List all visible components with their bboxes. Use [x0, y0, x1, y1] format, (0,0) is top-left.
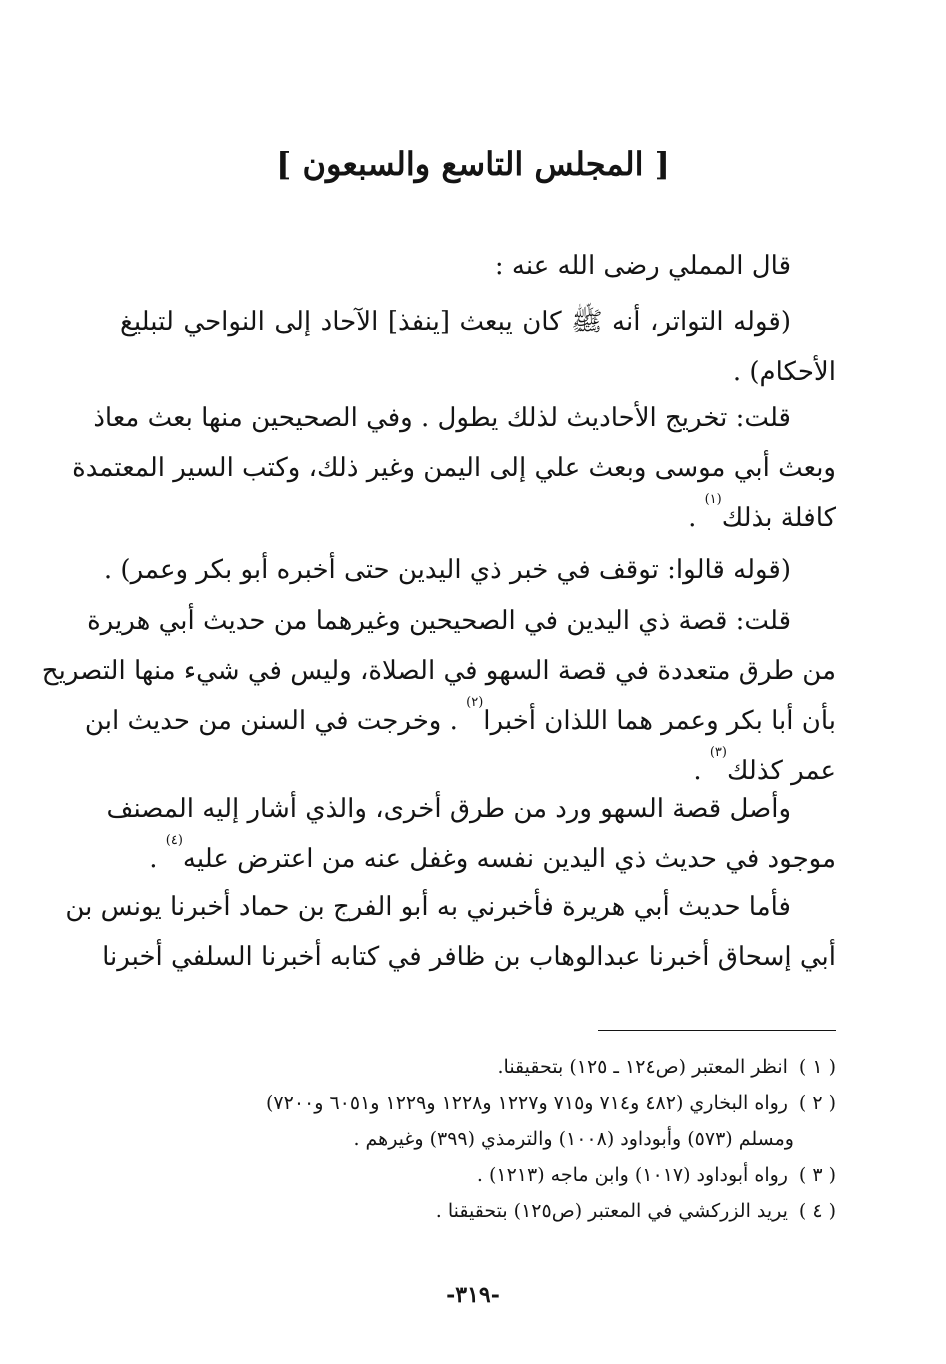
footnote-ref-2: (٢)	[466, 695, 484, 710]
text-line: قلت: تخريج الأحاديث لذلك يطول . وفي الصحيحين منها بعث معاذ	[93, 403, 791, 433]
footnote-text: يريد الزركشي في المعتبر (ص١٢٥) بتحقيقنا .	[435, 1200, 788, 1222]
text-line: قلت: قصة ذي اليدين في الصحيحين وغيرهما من حديث أبي هريرة	[87, 606, 791, 636]
paragraph-quote-1	[120, 297, 836, 397]
footnote-2-continued: ومسلم (٥٧٣) وأبوداود (١٠٠٨) والترمذي (٣٩٩) وغيرهم .	[353, 1128, 794, 1150]
footnotes	[120, 1049, 836, 1229]
text-line	[120, 493, 836, 543]
text-line: الأحكام) .	[732, 357, 836, 387]
text-line: وأصل قصة السهو ورد من طرق أخرى، والذي أشار إليه المصنف	[106, 794, 791, 824]
paragraph-intro	[120, 241, 836, 291]
footnote-ref-3: (٣)	[709, 745, 727, 760]
text-line: فأما حديث أبي هريرة فأخبرني به أبو الفرج بن حماد أخبرنا يونس بن	[65, 892, 791, 922]
footnote-4	[120, 1193, 836, 1229]
footnote-1	[120, 1049, 836, 1085]
text-line: قال المملي رضى الله عنه :	[494, 251, 791, 281]
text-segment: كافلة بذلك	[721, 503, 836, 533]
footnote-number: ( ٢ )	[798, 1092, 836, 1114]
footnote-text: رواه البخاري (٤٨٢ و٧١٤ و٧١٥ و١٢٢٧ و١٢٢٨ و١٢٢٩ و٦٠٥١ و٧٢٠٠)	[266, 1092, 788, 1114]
text-segment: موجود في حديث ذي اليدين نفسه وغفل عنه من اعترض عليه	[182, 844, 836, 874]
text-line: (قوله التواتر، أنه ﷺ كان يبعث [ينفذ] الآحاد إلى النواحي لتبليغ	[120, 307, 791, 337]
text-line	[120, 834, 836, 884]
footnote-3	[120, 1157, 836, 1193]
paragraph-commentary-2	[41, 596, 836, 796]
paragraph-quote-2	[103, 545, 836, 595]
text-line: وبعث أبي موسى وبعث علي إلى اليمن وغير ذلك، وكتب السير المعتمدة	[72, 453, 836, 483]
footnote-separator	[598, 1030, 836, 1031]
text-segment: بأن أبا بكر وعمر هما اللذان أخبرا	[483, 706, 836, 736]
footnote-ref-1: (١)	[704, 492, 722, 507]
footnote-number: ( ٤ )	[798, 1200, 836, 1222]
paragraph-commentary-3	[106, 784, 836, 884]
text-segment: عمر كذلك	[726, 756, 836, 786]
footnote-ref-4: (٤)	[165, 833, 183, 848]
text-line: من طرق متعددة في قصة السهو في الصلاة، وليس في شيء منها التصريح	[41, 656, 836, 686]
text-line: (قوله قالوا: توقف في خبر ذي اليدين حتى أخبره أبو بكر وعمر) .	[103, 555, 791, 585]
text-segment: . وخرجت في السنن من حديث ابن	[84, 706, 467, 736]
footnote-number: ( ٣ )	[798, 1164, 836, 1186]
paragraph-commentary-1	[72, 393, 836, 543]
footnote-text: رواه أبوداود (١٠١٧) وابن ماجه (١٢١٣) .	[476, 1164, 788, 1186]
footnote-text: انظر المعتبر (ص١٢٤ ـ ١٢٥) بتحقيقنا.	[497, 1056, 788, 1078]
footnote-number: ( ١ )	[798, 1056, 836, 1078]
text-line	[84, 695, 836, 746]
text-line: أبي إسحاق أخبرنا عبدالوهاب بن ظافر في كتابه أخبرنا السلفي أخبرنا	[102, 942, 836, 972]
text-segment: .	[693, 756, 710, 786]
footnote-2	[120, 1085, 836, 1121]
paragraph-isnad	[65, 882, 836, 982]
text-segment: .	[149, 844, 166, 874]
chapter-heading: [ المجلس التاسع والسبعون ]	[276, 145, 670, 183]
text-segment: .	[688, 503, 705, 533]
page-number: -٣١٩-	[446, 1282, 500, 1308]
